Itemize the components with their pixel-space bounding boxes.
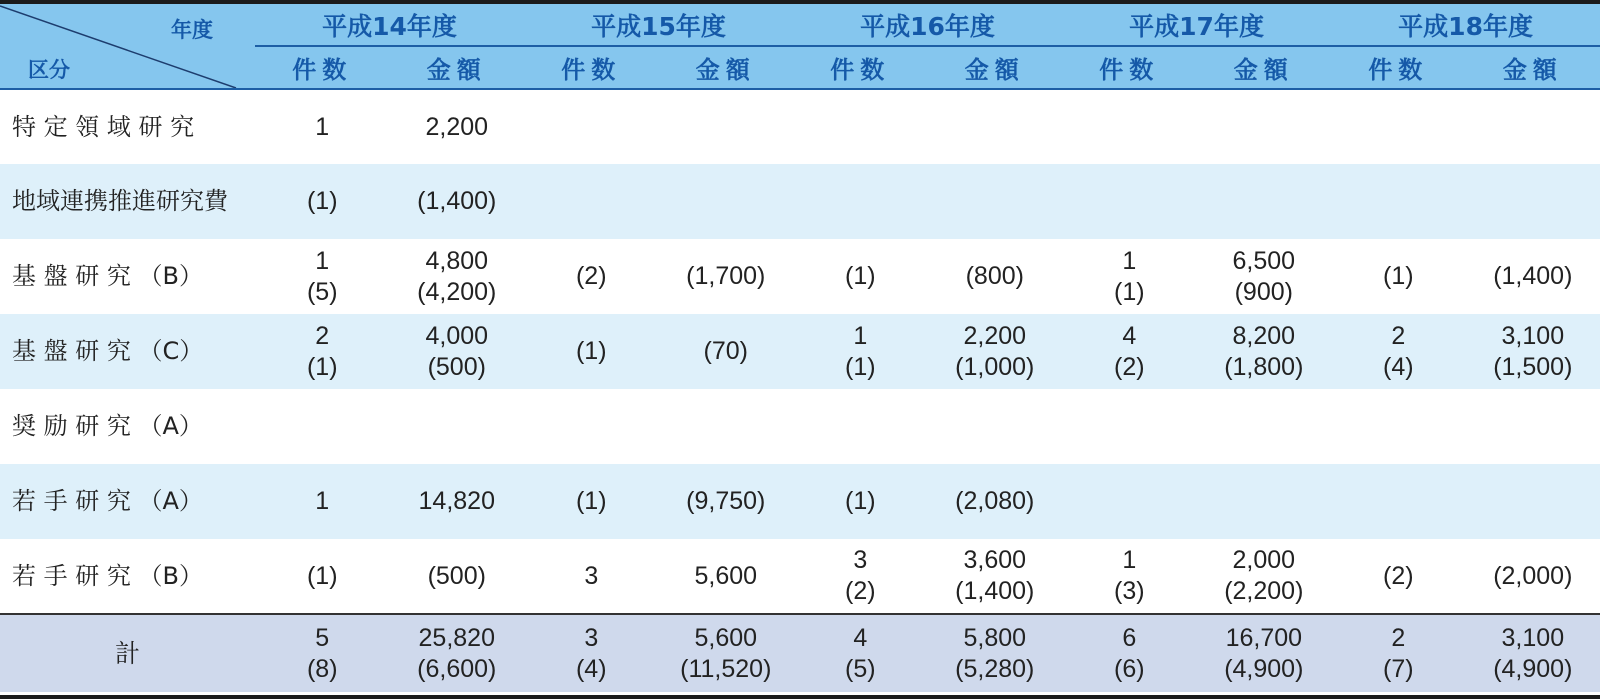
cell-value: (3) — [1114, 577, 1145, 605]
corner-year-label: 年度 — [171, 18, 213, 42]
cell-value: 1 — [1122, 246, 1137, 275]
table-cell — [1197, 239, 1332, 314]
table-cell — [793, 89, 928, 164]
amount-header: 金額 — [928, 46, 1063, 89]
table-cell — [1466, 389, 1600, 464]
row-label: 奨 励 研 究 （A） — [12, 412, 203, 440]
cell-value: (1) — [845, 352, 876, 381]
table-cell — [928, 539, 1063, 614]
cell-value: (4,200) — [417, 277, 497, 306]
table-cell — [1197, 89, 1332, 164]
table-cell — [1197, 389, 1332, 464]
table-cell — [1197, 464, 1332, 539]
cell-value: 1 — [315, 487, 330, 515]
cell-value: (4) — [1383, 352, 1414, 381]
table-row — [0, 389, 1600, 464]
table-cell — [793, 314, 928, 389]
table-cell — [1331, 389, 1466, 464]
cell-value: 6,500 — [1232, 246, 1296, 275]
table-cell — [1062, 464, 1197, 539]
table-cell — [390, 314, 525, 389]
cell-value: 6 — [1122, 623, 1137, 652]
table-cell — [524, 164, 659, 239]
cell-value: 14,820 — [418, 487, 495, 515]
amount-header: 金額 — [1466, 46, 1600, 89]
table-cell — [1466, 89, 1600, 164]
table-cell — [1331, 464, 1466, 539]
cell-value: 4 — [1122, 321, 1137, 350]
cell-value: 3 — [853, 546, 868, 574]
cell-value: 1 — [1122, 546, 1137, 574]
table-row — [0, 464, 1600, 539]
table-cell — [1197, 539, 1332, 614]
table-cell — [1331, 164, 1466, 239]
cell-value: 8,200 — [1232, 321, 1296, 350]
cell-value: 4,000 — [425, 321, 489, 350]
cell-value: (1) — [575, 487, 607, 515]
table-cell — [390, 389, 525, 464]
cell-value: (70) — [703, 337, 748, 365]
cell-value: (9,750) — [686, 487, 766, 515]
table-cell — [659, 539, 794, 614]
table-cell — [1331, 239, 1466, 314]
cell-value: 3,600 — [963, 546, 1027, 574]
cell-value: (1,000) — [955, 352, 1035, 381]
cell-value: 2 — [315, 321, 330, 350]
table-cell — [390, 614, 525, 692]
cell-value: (4,900) — [1493, 654, 1573, 683]
table-cell — [255, 464, 390, 539]
cell-value: 1 — [315, 246, 330, 275]
cell-value: 4,800 — [425, 246, 489, 275]
count-header: 件数 — [793, 46, 928, 89]
table-cell — [1466, 314, 1600, 389]
count-header: 件数 — [524, 46, 659, 89]
cell-value: (5) — [845, 654, 876, 683]
cell-value: (1) — [845, 262, 876, 290]
table-cell — [255, 314, 390, 389]
table-cell — [255, 539, 390, 614]
year-header: 平成18年度 — [1331, 4, 1600, 46]
table-cell — [255, 239, 390, 314]
table-cell — [928, 464, 1063, 539]
table-cell — [928, 389, 1063, 464]
row-label: 基 盤 研 究 （C） — [0, 314, 255, 389]
cell-value: (6,600) — [417, 654, 497, 683]
cell-value: (2,080) — [955, 487, 1035, 515]
cell-value: 1 — [853, 321, 868, 350]
table-cell — [524, 464, 659, 539]
corner-header — [0, 4, 255, 89]
table-cell — [524, 239, 659, 314]
cell-value: (6) — [1114, 654, 1145, 683]
table-cell — [1062, 539, 1197, 614]
table-cell — [928, 164, 1063, 239]
cell-value: (2,000) — [1493, 561, 1573, 590]
cell-value: (11,520) — [680, 654, 772, 683]
cell-value: (1) — [1383, 262, 1414, 290]
cell-value: (1) — [306, 352, 338, 381]
table-cell — [659, 614, 794, 692]
cell-value: 2,000 — [1232, 546, 1296, 574]
row-label: 計 — [0, 614, 255, 692]
cell-value: (2) — [575, 262, 607, 290]
cell-value: (900) — [1234, 277, 1293, 306]
year-header: 平成16年度 — [793, 4, 1062, 46]
table-cell — [659, 239, 794, 314]
row-label: 地域連携推進研究費 — [0, 164, 255, 239]
cell-value: 2 — [1391, 321, 1406, 350]
table-cell — [255, 389, 390, 464]
table-row — [0, 239, 1600, 314]
table-cell — [659, 314, 794, 389]
cell-value: (1,700) — [686, 262, 766, 290]
table-cell — [1331, 539, 1466, 614]
table-cell — [928, 239, 1063, 314]
cell-value: (2) — [1383, 561, 1414, 590]
table-cell — [928, 89, 1063, 164]
table-cell — [793, 164, 928, 239]
table-cell — [390, 164, 525, 239]
cell-value: 5,600 — [694, 623, 758, 652]
total-row — [0, 614, 1600, 692]
row-label: 若 手 研 究 （B） — [12, 561, 203, 590]
bottom-rule — [0, 695, 1600, 699]
cell-value: (8) — [306, 654, 338, 683]
cell-value: (5) — [306, 277, 338, 306]
cell-value: 1 — [315, 112, 330, 141]
year-header: 平成14年度 — [255, 4, 524, 46]
cell-value: (2,200) — [1224, 577, 1304, 605]
table-body — [0, 89, 1600, 692]
table-row — [0, 164, 1600, 239]
table-cell — [1062, 164, 1197, 239]
cell-value: 2,200 — [425, 112, 489, 141]
table-cell — [1197, 614, 1332, 692]
table-cell — [1466, 164, 1600, 239]
table-row — [0, 89, 1600, 164]
table-cell — [1062, 314, 1197, 389]
grant-table — [0, 4, 1600, 692]
cell-value: 3,100 — [1501, 623, 1565, 652]
table-cell — [793, 464, 928, 539]
table-cell — [1197, 314, 1332, 389]
table-cell — [524, 614, 659, 692]
cell-value: (1) — [1114, 277, 1145, 306]
table-cell — [1331, 614, 1466, 692]
cell-value: 3,100 — [1501, 321, 1565, 350]
table-cell — [793, 539, 928, 614]
table-cell — [659, 89, 794, 164]
table-cell — [1197, 164, 1332, 239]
table-cell — [524, 314, 659, 389]
amount-header: 金額 — [659, 46, 794, 89]
cell-value: (1) — [845, 487, 876, 515]
count-header: 件数 — [1331, 46, 1466, 89]
table-cell — [390, 89, 525, 164]
table-cell — [390, 539, 525, 614]
table-cell — [928, 614, 1063, 692]
cell-value: (800) — [965, 262, 1024, 290]
table-cell — [524, 539, 659, 614]
cell-value: (4) — [575, 654, 607, 683]
table-cell — [1331, 314, 1466, 389]
row-label: 特 定 領 域 研 究 — [12, 112, 195, 141]
cell-value: (1) — [306, 561, 338, 590]
table-cell — [1466, 239, 1600, 314]
cell-value: (1) — [306, 187, 338, 215]
cell-value: 3 — [584, 561, 599, 590]
table-cell — [255, 614, 390, 692]
cell-value: 5 — [315, 623, 330, 652]
cell-value: (5,280) — [955, 654, 1035, 683]
cell-value: 5,600 — [694, 561, 758, 590]
table-cell — [390, 464, 525, 539]
cell-value: (2) — [845, 577, 876, 605]
cell-value: (2) — [1114, 352, 1145, 381]
table-cell — [255, 164, 390, 239]
table-cell — [1466, 539, 1600, 614]
table-cell — [524, 389, 659, 464]
table-cell — [255, 89, 390, 164]
table-cell — [390, 239, 525, 314]
table-cell — [524, 89, 659, 164]
cell-value: 5,800 — [963, 623, 1027, 652]
cell-value: 3 — [584, 623, 599, 652]
table-cell — [1062, 89, 1197, 164]
cell-value: (500) — [427, 561, 486, 590]
cell-value: (1,500) — [1493, 352, 1573, 381]
count-header: 件数 — [1062, 46, 1197, 89]
table-cell — [793, 239, 928, 314]
cell-value: (1) — [575, 337, 607, 365]
table-cell — [1062, 614, 1197, 692]
amount-header: 金額 — [390, 46, 525, 89]
corner-category-label: 区分 — [28, 58, 70, 82]
cell-value: 2 — [1391, 623, 1406, 652]
table-cell — [1062, 239, 1197, 314]
amount-header: 金額 — [1197, 46, 1332, 89]
cell-value: (7) — [1383, 654, 1414, 683]
table-cell — [1466, 614, 1600, 692]
table-row — [0, 314, 1600, 389]
cell-value: 4 — [853, 623, 868, 652]
count-header: 件数 — [255, 46, 390, 89]
table-cell — [659, 164, 794, 239]
table-cell — [1466, 464, 1600, 539]
cell-value: 2,200 — [963, 321, 1027, 350]
year-header: 平成15年度 — [524, 4, 793, 46]
cell-value: (1,400) — [955, 577, 1035, 605]
cell-value: 25,820 — [418, 623, 495, 652]
table-cell — [659, 389, 794, 464]
table-cell — [793, 614, 928, 692]
row-label: 基 盤 研 究 （B） — [12, 262, 203, 290]
cell-value: (500) — [427, 352, 486, 381]
table-cell — [1331, 89, 1466, 164]
cell-value: 16,700 — [1225, 623, 1303, 652]
table-cell — [659, 464, 794, 539]
cell-value: (1,400) — [1493, 262, 1573, 290]
year-header: 平成17年度 — [1062, 4, 1331, 46]
cell-value: (4,900) — [1224, 654, 1304, 683]
table-row — [0, 539, 1600, 614]
table-cell — [793, 389, 928, 464]
cell-value: (1,400) — [417, 187, 497, 215]
cell-value: (1,800) — [1224, 352, 1304, 381]
row-label: 若 手 研 究 （A） — [0, 464, 255, 539]
table-cell — [928, 314, 1063, 389]
table-cell — [1062, 389, 1197, 464]
